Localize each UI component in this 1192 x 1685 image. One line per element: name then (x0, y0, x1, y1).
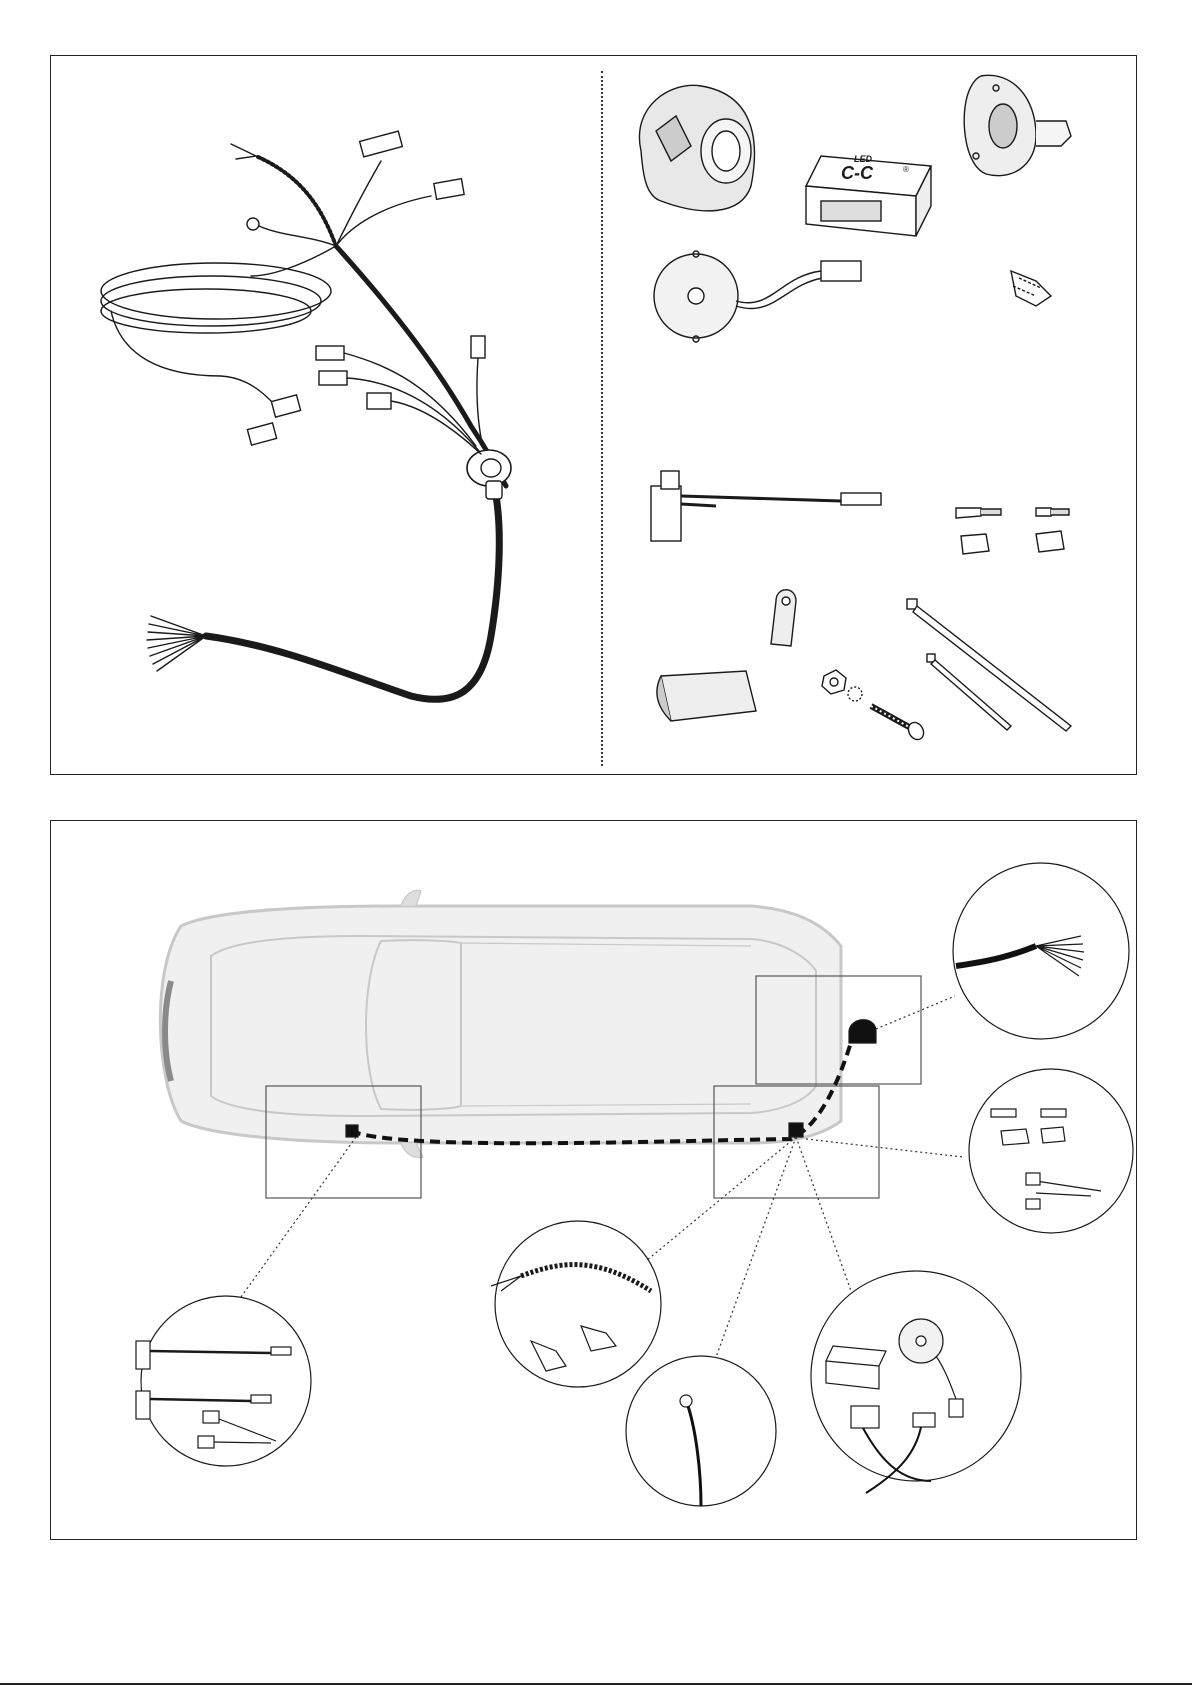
car-top-view-icon (51, 821, 1138, 1541)
connector-clip-icon (1011, 271, 1051, 306)
adhesive-pad-icon (657, 671, 756, 721)
screw-icon (871, 706, 927, 742)
ground-eyelet-icon (771, 590, 796, 646)
led-logo-main: C-C (841, 163, 873, 183)
detail-circle-fuse-tap (136, 1296, 311, 1466)
kit-parts-icons (51, 56, 1138, 776)
detail-circle-wire-ends (953, 863, 1129, 1039)
led-logo-small: LED (854, 154, 872, 164)
detail-circle-spade-connectors (969, 1069, 1133, 1233)
spade-connector-icon (956, 508, 1069, 554)
detail-circle-ground-eyelet (626, 1356, 776, 1506)
socket-gasket-icon (964, 75, 1071, 175)
installation-diagram-panel (50, 820, 1137, 1540)
led-logo-registered: ® (903, 165, 909, 174)
parts-overview-panel (50, 55, 1137, 775)
fuse-tap-cable-icon (651, 471, 881, 541)
nut-washer-icon (822, 670, 862, 701)
detail-circle-clips (491, 1221, 661, 1387)
cable-tie-icon (907, 599, 1071, 731)
buzzer-icon (654, 251, 861, 342)
trailer-socket-icon (639, 85, 754, 210)
detail-circle-module-buzzer (811, 1271, 1021, 1493)
